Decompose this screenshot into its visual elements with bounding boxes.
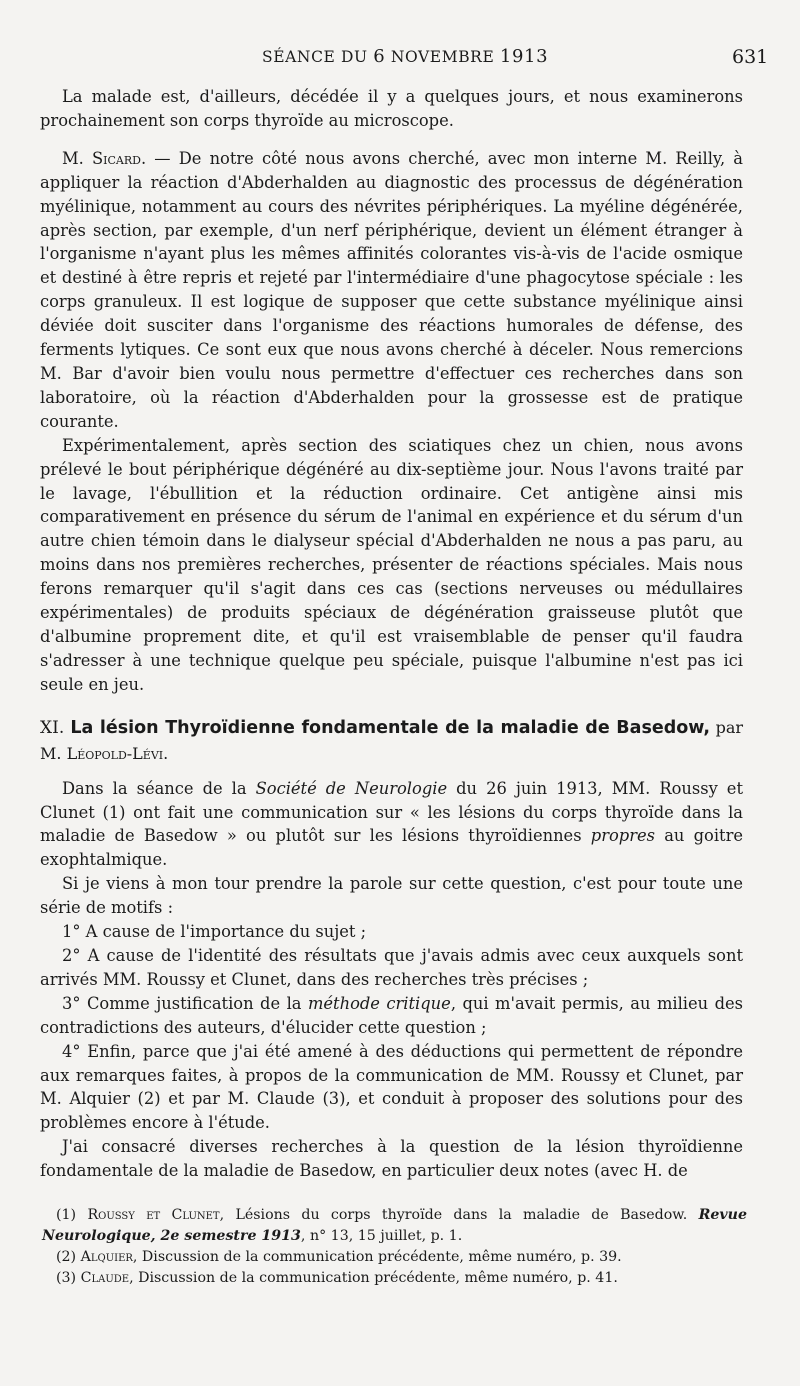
header-year: 1913 — [499, 46, 549, 67]
footnote-3 — [42, 1268, 747, 1289]
paragraph-4-part-b: du 26 juin 1913, MM. Roussy et Clunet (1) ont fait une communication sur « les lésions du corps thyroïde dans la maladie de Basedow » ou plutôt sur les lésions thyroïdiennes — [40, 778, 743, 846]
footnote-2-text: , Discussion de la communication précédente, même numéro, p. 39. — [132, 1249, 622, 1265]
paragraph-6: J'ai consacré diverses recherches à la question de la lésion thyroïdienne fondamentale de la maladie de Basedow, en particulier deux notes (avec H. de — [40, 1137, 743, 1181]
section-author: Léopold-Lévi. — [66, 743, 169, 763]
header-month: NOVEMBRE — [390, 48, 495, 66]
footnote-3-text: , Discussion de la communication précédente, même numéro, p. 41. — [129, 1270, 618, 1286]
list-item-3-part-a: 3° Comme justification de la — [62, 993, 308, 1013]
list-item-3-part-b: , qui m'avait permis, au milieu des contradictions des auteurs, d'élucider cette question ; — [40, 993, 744, 1037]
emphasis-methode-critique: méthode critique — [307, 993, 451, 1013]
paragraph-2-text: — De notre côté nous avons cherché, avec mon interne M. Reilly, à appliquer la réaction d'Abderhalden au diagnostic des processus de dégénération myélinique, notamment au cours des névrites périphériques. La myéline dégénérée, après section, par exemple, d'un nerf périphérique, devient un élément étranger à l'organisme n'ayant plus les mêmes affinités colorantes vis-à-vis de l'acide osmique et destiné à être repris et rejeté par l'intermédiaire d'une phagocytose spéciale : les corps granuleux. Il est logique de supposer que cette substance myélinique ainsi déviée doit susciter dans l'organisme des réactions humorales de défense, des ferments lytiques. Ce sont eux que nous avons cherché à déceler. Nous remercions M. Bar d'avoir bien voulu nous permettre d'effectuer ces recherches dans son laboratoire, où la réaction d'Abderhalden pour la grossesse est de pratique courante. — [40, 148, 743, 431]
paragraph-4 — [40, 777, 743, 873]
body-text — [40, 85, 743, 1183]
paragraph-4-part-c: au goitre exophtalmique. — [40, 826, 744, 870]
header-session-label: SÉANCE DU — [262, 48, 368, 66]
footnote-2-number: (2) — [56, 1249, 81, 1265]
footnote-2 — [42, 1247, 747, 1268]
list-item-4: 4° Enfin, parce que j'ai été amené à des déductions qui permettent de répondre aux remarques faites, à propos de la communication de MM. Roussy et Clunet, par M. Alquier (2) et par M. Claude (3), et conduit à proposer des solutions pour des problèmes encore à l'étude. — [40, 1041, 743, 1133]
footnote-1-authors: Roussy et Clunet — [87, 1207, 220, 1223]
list-item-1: 1° A cause de l'importance du sujet ; — [62, 922, 367, 942]
emphasis-propres: propres — [590, 826, 655, 846]
journal-name: Société de Neurologie — [255, 778, 448, 798]
footnote-1-journal: Revue Neurologique, 2e semestre 1913 — [42, 1207, 747, 1244]
header-day: 6 — [373, 46, 386, 67]
section-title: La lésion Thyroïdienne fondamentale de la maladie de Basedow, — [70, 717, 710, 738]
paragraph-3: Expérimentalement, après section des sciatiques chez un chien, nous avons prélevé le bout périphérique dégénéré au dix-septième jour. Nous l'avons traité par le lavage, l'ébullition et la réduction ordinaire. Cet antigène ainsi mis comparativement en présence du sérum de l'animal en expérience et du sérum d'un autre chien témoin dans le dialyseur spécial d'Abderhalden ne nous a pas paru, au moins dans nos premières recherches, présenter de réactions spéciales. Mais nous ferons remarquer qu'il s'agit dans ces cas (sections nerveuses ou médullaires expérimentales) de produits spéciaux de dégénération graisseuse plutôt que d'albumine proprement dite, et qu'il est vraisemblable de penser qu'il faudra s'adresser à une technique quelque peu spéciale, puisque l'albumine n'est pas ici seule en jeu. — [40, 435, 743, 694]
paragraph-4-part-a: Dans la séance de la — [62, 778, 256, 798]
paragraph-2 — [40, 147, 743, 434]
paragraph-5: Si je viens à mon tour prendre la parole sur cette question, c'est pour toute une série de motifs : — [40, 874, 743, 918]
speaker-sicard: M. Sicard. — [62, 148, 147, 168]
footnotes — [42, 1205, 747, 1289]
list-item-3 — [40, 992, 743, 1040]
section-heading — [40, 715, 743, 767]
footnote-1-number: (1) — [56, 1207, 88, 1223]
footnote-3-author: Claude — [80, 1270, 130, 1286]
list-item-2: 2° A cause de l'identité des résultats que j'avais admis avec ceux auxquels sont arrivés MM. Roussy et Clunet, dans des recherches très précises ; — [40, 946, 743, 989]
footnote-1-title: , Lésions du corps thyroïde dans la maladie de Basedow. — [219, 1207, 699, 1223]
section-number: XI. — [40, 717, 65, 738]
footnote-1 — [42, 1205, 747, 1247]
footnote-1-ref: , n° 13, 15 juillet, p. 1. — [300, 1228, 463, 1244]
footnote-3-number: (3) — [56, 1270, 81, 1286]
section-by: par M. — [40, 717, 743, 763]
paragraph-1: La malade est, d'ailleurs, décédée il y a quelques jours, et nous examinerons prochainement son corps thyroïde au microscope. — [40, 87, 743, 130]
footnote-2-author: Alquier — [80, 1249, 133, 1265]
page-number: 631 — [732, 46, 769, 68]
running-header — [262, 46, 548, 67]
